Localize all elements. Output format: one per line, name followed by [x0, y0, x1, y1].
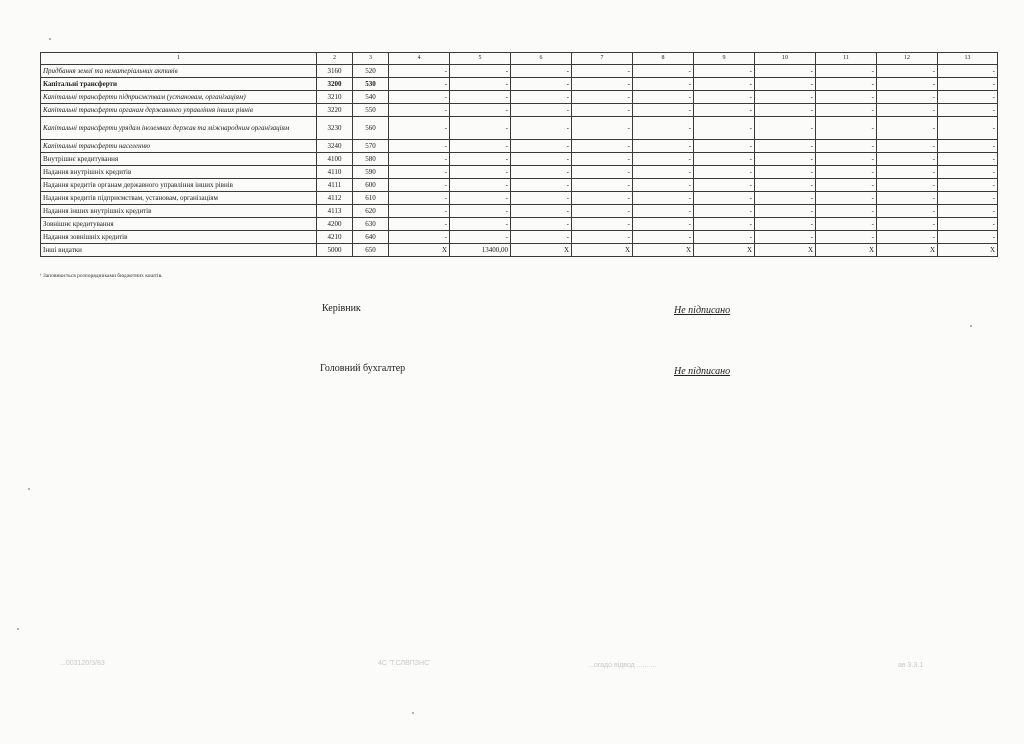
line-code: 600 [353, 179, 389, 192]
line-code: 540 [353, 91, 389, 104]
value-cell: - [450, 78, 511, 91]
value-cell: - [938, 218, 998, 231]
kekv-code: 4111 [317, 179, 353, 192]
value-cell: - [389, 192, 450, 205]
value-cell: - [511, 91, 572, 104]
value-cell: - [450, 231, 511, 244]
kekv-code: 3200 [317, 78, 353, 91]
column-header: 1 [41, 53, 317, 65]
row-label: Надання внутрішніх кредитів [41, 166, 317, 179]
kekv-code: 3220 [317, 104, 353, 117]
value-cell: - [389, 140, 450, 153]
value-cell: - [572, 104, 633, 117]
value-cell: - [938, 231, 998, 244]
value-cell: - [816, 205, 877, 218]
value-cell: - [450, 91, 511, 104]
table-row [41, 117, 998, 140]
value-cell: - [389, 166, 450, 179]
row-label: Зовнішнє кредитування [41, 218, 317, 231]
table-row [41, 104, 998, 117]
value-cell: - [694, 117, 755, 140]
line-code: 580 [353, 153, 389, 166]
value-cell: - [572, 117, 633, 140]
value-cell: - [633, 231, 694, 244]
value-cell: - [816, 179, 877, 192]
kekv-code: 3210 [317, 91, 353, 104]
value-cell: - [694, 104, 755, 117]
row-label: Надання кредитів органам державного управління інших рівнів [41, 179, 317, 192]
value-cell: - [511, 78, 572, 91]
value-cell: - [389, 117, 450, 140]
value-cell: - [633, 117, 694, 140]
value-cell: - [755, 140, 816, 153]
faint-mark-1: ...003120/3/83 [60, 660, 105, 667]
value-cell: - [511, 192, 572, 205]
value-cell: - [572, 218, 633, 231]
value-cell: - [572, 231, 633, 244]
budget-expenditure-table [40, 52, 998, 257]
value-cell: - [816, 166, 877, 179]
line-code: 560 [353, 117, 389, 140]
value-cell: - [511, 117, 572, 140]
value-cell: - [755, 179, 816, 192]
value-cell: - [389, 231, 450, 244]
value-cell: X [511, 244, 572, 257]
value-cell: - [511, 179, 572, 192]
line-code: 650 [353, 244, 389, 257]
value-cell: - [572, 65, 633, 78]
value-cell: - [877, 153, 938, 166]
faint-mark-4: ав 3.3.1 [898, 662, 924, 669]
faint-mark-3: ...огадо відвод .......... [588, 662, 657, 669]
value-cell: - [450, 140, 511, 153]
value-cell: - [755, 153, 816, 166]
kekv-code: 4110 [317, 166, 353, 179]
row-label: Капітальні трансферти урядам іноземних держав та міжнародним організаціям [41, 117, 317, 140]
value-cell: - [694, 231, 755, 244]
value-cell: - [816, 153, 877, 166]
column-header: 4 [389, 53, 450, 65]
line-code: 520 [353, 65, 389, 78]
faint-mark-2: 4С 'Т.СЛВПЗНС' [378, 660, 431, 667]
value-cell: - [633, 140, 694, 153]
value-cell: - [816, 192, 877, 205]
line-code: 570 [353, 140, 389, 153]
value-cell: - [633, 192, 694, 205]
line-code: 640 [353, 231, 389, 244]
value-cell: - [572, 91, 633, 104]
column-header: 8 [633, 53, 694, 65]
value-cell: - [877, 117, 938, 140]
value-cell: - [694, 153, 755, 166]
value-cell: X [877, 244, 938, 257]
value-cell: - [633, 104, 694, 117]
line-code: 620 [353, 205, 389, 218]
value-cell: - [816, 78, 877, 91]
value-cell: - [877, 192, 938, 205]
table-row [41, 192, 998, 205]
kekv-code: 5000 [317, 244, 353, 257]
row-label: Капітальні трансферти [41, 78, 317, 91]
table-row [41, 78, 998, 91]
chief-accountant-title: Головний бухгалтер [320, 363, 406, 374]
value-cell: - [694, 218, 755, 231]
value-cell: - [450, 192, 511, 205]
table-row [41, 65, 998, 78]
paper-speck [970, 325, 972, 327]
column-header: 13 [938, 53, 998, 65]
row-label: Придбання землі та нематеріальних активів [41, 65, 317, 78]
value-cell: - [511, 140, 572, 153]
footnote: ¹ Заповнюється розпорядниками бюджетних коштів. [40, 273, 163, 279]
value-cell: - [572, 166, 633, 179]
value-cell: - [633, 65, 694, 78]
value-cell: - [877, 140, 938, 153]
table-row [41, 205, 998, 218]
value-cell: - [877, 91, 938, 104]
column-header: 12 [877, 53, 938, 65]
column-header: 6 [511, 53, 572, 65]
value-cell: - [450, 179, 511, 192]
column-header: 10 [755, 53, 816, 65]
column-header: 3 [353, 53, 389, 65]
table-row [41, 231, 998, 244]
value-cell: - [938, 166, 998, 179]
line-code: 630 [353, 218, 389, 231]
value-cell: - [694, 91, 755, 104]
value-cell: - [816, 65, 877, 78]
chief-accountant-signature-status: Не підписано [674, 366, 731, 377]
value-cell: - [938, 205, 998, 218]
value-cell: - [938, 78, 998, 91]
kekv-code: 4113 [317, 205, 353, 218]
value-cell: - [389, 91, 450, 104]
value-cell: - [938, 140, 998, 153]
value-cell: X [633, 244, 694, 257]
director-signature-status: Не підписано [674, 305, 731, 316]
value-cell: - [633, 205, 694, 218]
value-cell: - [450, 218, 511, 231]
paper-speck [17, 628, 19, 630]
value-cell: - [389, 104, 450, 117]
paper-speck [28, 488, 30, 490]
value-cell: - [450, 166, 511, 179]
line-code: 590 [353, 166, 389, 179]
value-cell: - [633, 153, 694, 166]
value-cell: - [511, 153, 572, 166]
value-cell: X [816, 244, 877, 257]
value-cell: - [877, 205, 938, 218]
value-cell: X [572, 244, 633, 257]
director-title: Керівник [322, 303, 361, 314]
table-row [41, 218, 998, 231]
value-cell: - [694, 166, 755, 179]
value-cell: - [938, 179, 998, 192]
paper-speck [49, 38, 51, 40]
row-label: Надання інших внутрішніх кредитів [41, 205, 317, 218]
value-cell: - [694, 140, 755, 153]
value-cell: - [755, 104, 816, 117]
value-cell: - [389, 153, 450, 166]
value-cell: 13400,00 [450, 244, 511, 257]
value-cell: - [816, 231, 877, 244]
kekv-code: 4200 [317, 218, 353, 231]
kekv-code: 4100 [317, 153, 353, 166]
line-code: 610 [353, 192, 389, 205]
row-label: Капітальні трансферти населенню [41, 140, 317, 153]
table-row [41, 153, 998, 166]
table-row [41, 140, 998, 153]
value-cell: - [694, 78, 755, 91]
row-label: Капітальні трансферти підприємствам (установам, організаціям) [41, 91, 317, 104]
column-header: 7 [572, 53, 633, 65]
value-cell: - [694, 65, 755, 78]
value-cell: - [755, 65, 816, 78]
value-cell: - [816, 91, 877, 104]
table-row [41, 244, 998, 257]
value-cell: - [755, 166, 816, 179]
row-label: Капітальні трансферти органам державного управління інших рівнів [41, 104, 317, 117]
table-row [41, 179, 998, 192]
value-cell: - [572, 78, 633, 91]
value-cell: - [877, 78, 938, 91]
value-cell: - [816, 218, 877, 231]
value-cell: - [938, 65, 998, 78]
value-cell: - [511, 205, 572, 218]
value-cell: - [877, 218, 938, 231]
value-cell: X [938, 244, 998, 257]
value-cell: - [877, 231, 938, 244]
header-row [41, 53, 998, 65]
value-cell: - [816, 117, 877, 140]
value-cell: - [633, 78, 694, 91]
line-code: 530 [353, 78, 389, 91]
line-code: 550 [353, 104, 389, 117]
value-cell: - [633, 179, 694, 192]
value-cell: - [450, 65, 511, 78]
value-cell: - [755, 192, 816, 205]
row-label: Надання кредитів підприємствам, установам, організаціям [41, 192, 317, 205]
kekv-code: 3160 [317, 65, 353, 78]
value-cell: - [816, 140, 877, 153]
value-cell: - [572, 140, 633, 153]
value-cell: - [450, 104, 511, 117]
value-cell: - [755, 218, 816, 231]
kekv-code: 3230 [317, 117, 353, 140]
column-header: 5 [450, 53, 511, 65]
value-cell: - [938, 192, 998, 205]
value-cell: - [938, 117, 998, 140]
value-cell: - [877, 179, 938, 192]
value-cell: - [511, 218, 572, 231]
value-cell: X [694, 244, 755, 257]
value-cell: - [450, 117, 511, 140]
kekv-code: 4210 [317, 231, 353, 244]
value-cell: - [694, 192, 755, 205]
value-cell: - [755, 78, 816, 91]
value-cell: X [755, 244, 816, 257]
value-cell: - [694, 205, 755, 218]
value-cell: - [633, 166, 694, 179]
value-cell: - [572, 179, 633, 192]
table-row [41, 166, 998, 179]
value-cell: - [389, 179, 450, 192]
column-header: 2 [317, 53, 353, 65]
value-cell: - [572, 205, 633, 218]
value-cell: - [755, 91, 816, 104]
value-cell: - [633, 91, 694, 104]
kekv-code: 4112 [317, 192, 353, 205]
value-cell: - [755, 205, 816, 218]
value-cell: - [511, 166, 572, 179]
value-cell: - [389, 78, 450, 91]
value-cell: - [694, 179, 755, 192]
value-cell: - [938, 104, 998, 117]
value-cell: - [389, 218, 450, 231]
column-header: 11 [816, 53, 877, 65]
value-cell: - [572, 153, 633, 166]
value-cell: - [633, 218, 694, 231]
value-cell: - [450, 153, 511, 166]
table-header [41, 53, 998, 65]
row-label: Інші видатки [41, 244, 317, 257]
value-cell: - [877, 65, 938, 78]
paper-speck [412, 712, 414, 714]
row-label: Надання зовнішніх кредитів [41, 231, 317, 244]
value-cell: - [816, 104, 877, 117]
value-cell: - [511, 104, 572, 117]
value-cell: - [938, 91, 998, 104]
value-cell: X [389, 244, 450, 257]
value-cell: - [877, 166, 938, 179]
table-row [41, 91, 998, 104]
value-cell: - [755, 231, 816, 244]
value-cell: - [938, 153, 998, 166]
value-cell: - [877, 104, 938, 117]
value-cell: - [389, 65, 450, 78]
kekv-code: 3240 [317, 140, 353, 153]
value-cell: - [511, 65, 572, 78]
row-label: Внутрішнє кредитування [41, 153, 317, 166]
value-cell: - [572, 192, 633, 205]
column-header: 9 [694, 53, 755, 65]
value-cell: - [450, 205, 511, 218]
table-body [41, 65, 998, 257]
value-cell: - [389, 205, 450, 218]
value-cell: - [511, 231, 572, 244]
value-cell: - [755, 117, 816, 140]
